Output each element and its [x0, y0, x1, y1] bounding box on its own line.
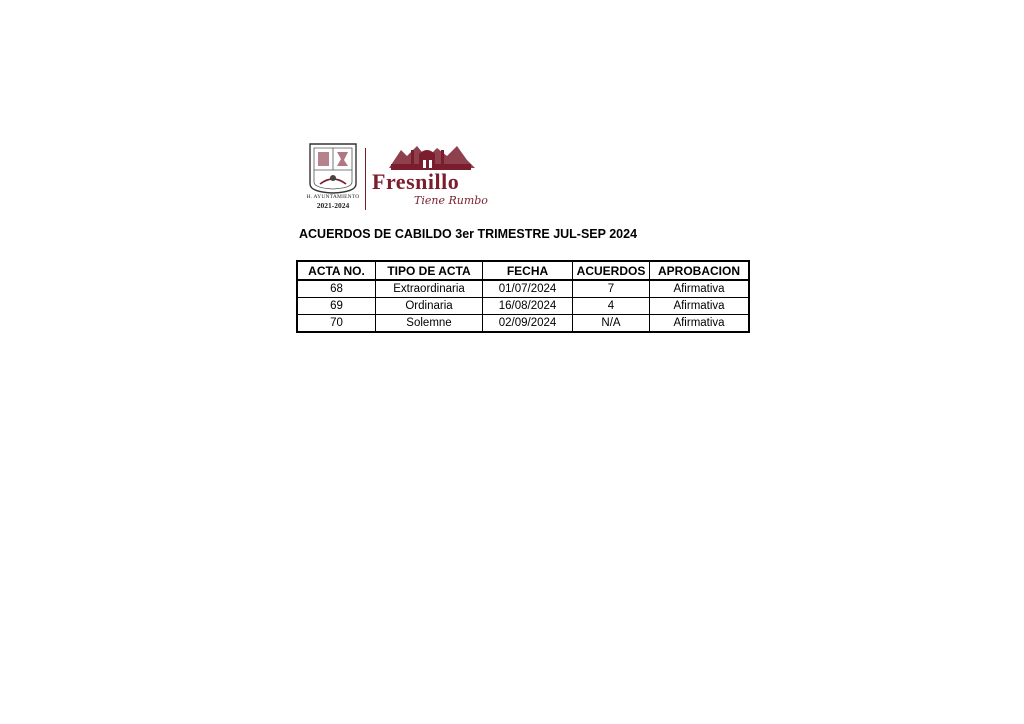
- brand-tagline: Tiene Rumbo: [414, 194, 488, 207]
- cell-fecha: 01/07/2024: [483, 280, 573, 298]
- header-logos: [304, 140, 494, 214]
- cell-acta-no: 69: [297, 298, 376, 315]
- cell-acta-no: 70: [297, 315, 376, 333]
- cell-tipo: Ordinaria: [376, 298, 483, 315]
- cell-tipo: Solemne: [376, 315, 483, 333]
- cell-acuerdos: 7: [573, 280, 650, 298]
- seal-years: 2021-2024: [316, 201, 350, 210]
- table-row: [297, 315, 749, 333]
- column-header-acuerdos: ACUERDOS: [573, 261, 650, 280]
- table-row: [297, 280, 749, 298]
- cell-acta-no: 68: [297, 280, 376, 298]
- table-header-row: [297, 261, 749, 280]
- column-header-aprobacion: APROBACION: [650, 261, 750, 280]
- table-row: [297, 298, 749, 315]
- cell-aprobacion: Afirmativa: [650, 280, 750, 298]
- acuerdos-table: [296, 260, 750, 333]
- cell-aprobacion: Afirmativa: [650, 298, 750, 315]
- logo-divider: [365, 148, 366, 210]
- document-title: ACUERDOS DE CABILDO 3er TRIMESTRE JUL-SEP 2024: [299, 227, 638, 241]
- cell-aprobacion: Afirmativa: [650, 315, 750, 333]
- seal-caption: H. AYUNTAMIENTO: [306, 194, 360, 200]
- column-header-fecha: FECHA: [483, 261, 573, 280]
- cell-acuerdos: N/A: [573, 315, 650, 333]
- column-header-tipo: TIPO DE ACTA: [376, 261, 483, 280]
- brand-name: Fresnillo: [372, 169, 460, 194]
- column-header-acta-no: ACTA NO.: [297, 261, 376, 280]
- cell-fecha: 16/08/2024: [483, 298, 573, 315]
- cell-fecha: 02/09/2024: [483, 315, 573, 333]
- cell-acuerdos: 4: [573, 298, 650, 315]
- cell-tipo: Extraordinaria: [376, 280, 483, 298]
